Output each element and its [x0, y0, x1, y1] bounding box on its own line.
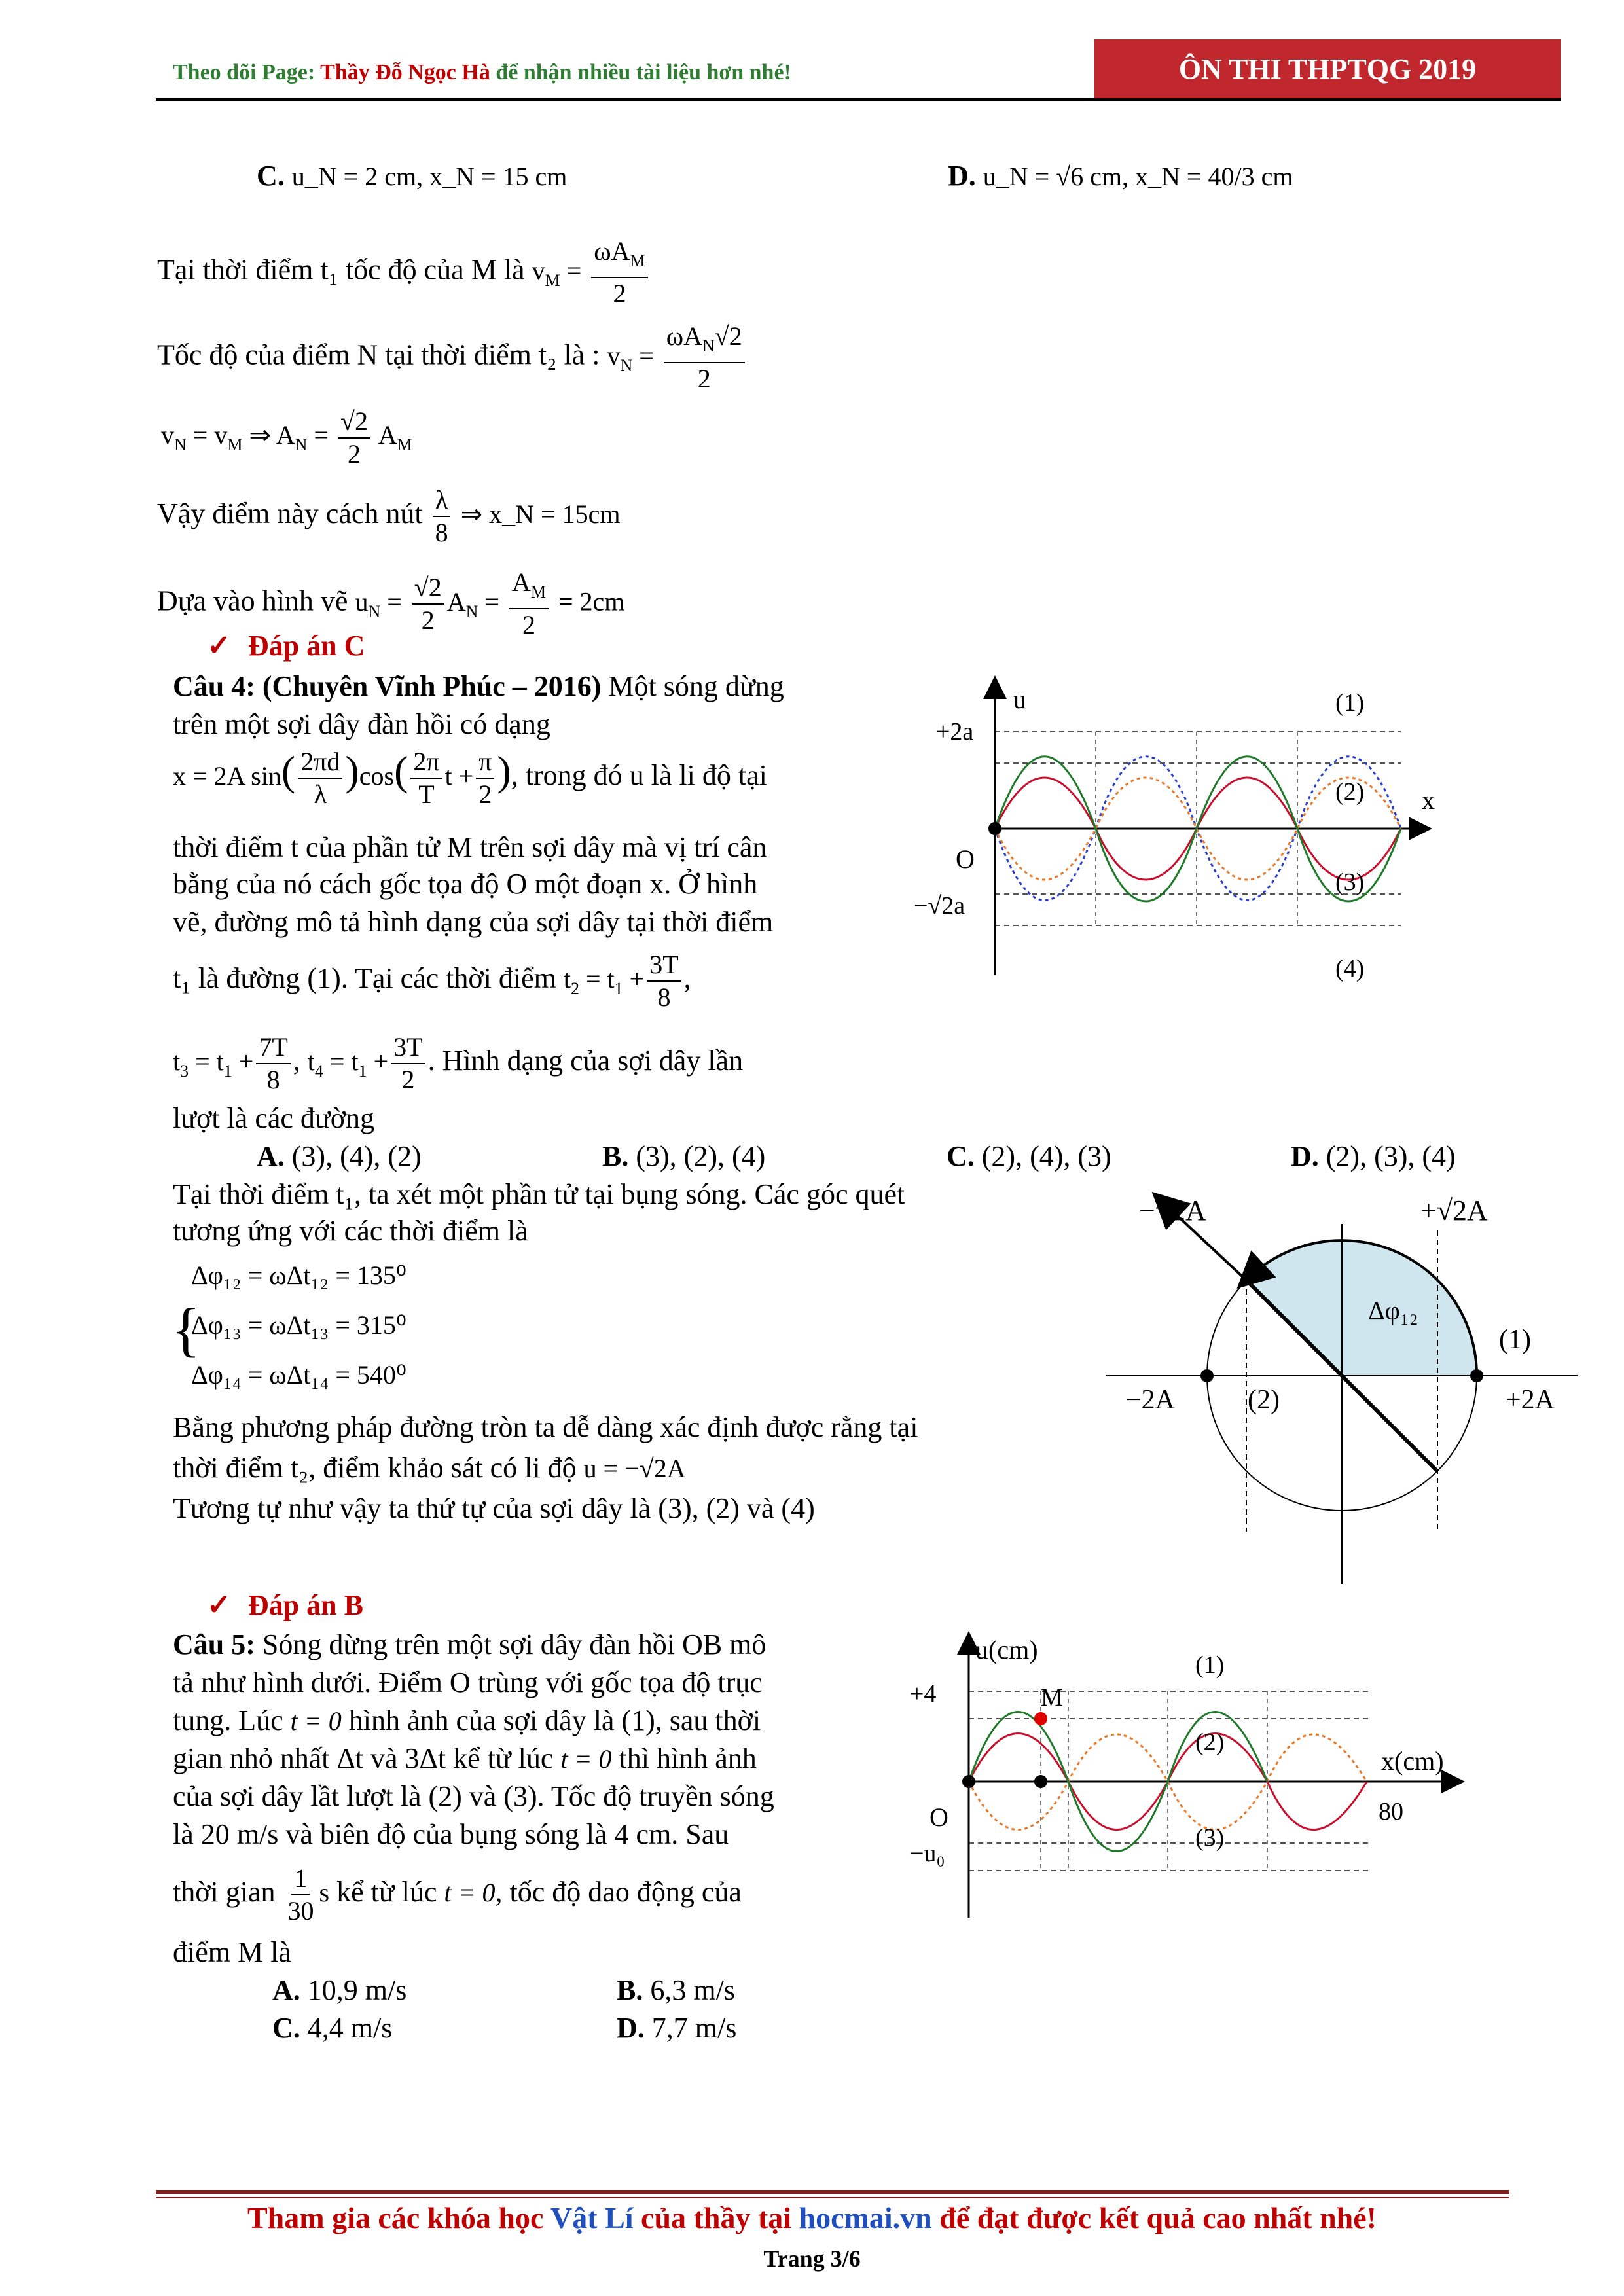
fig4-curve-label-2: (2) [1335, 778, 1365, 806]
q5-line3: tung. Lúc t = 0 hình ảnh của sợi dây là (1), sau thời [173, 1704, 761, 1736]
q4-sol-line1: Tại thời điểm t₁, ta xét một phần tử tại bụng sóng. Các góc quét [173, 1178, 905, 1210]
q4-line3-formula: x = 2A sin( $\frac{2\pi d}{\lambda}$ )cos( $\frac{2\pi}{T}$ t + $\frac{\pi}{2}$ ), trong đó u là li độ tại [173, 747, 767, 809]
fig4-axis-x: x [1422, 785, 1435, 815]
q4-sol-line3: Bằng phương pháp đường tròn ta dễ dàng xác định được rằng tại [173, 1411, 918, 1443]
fig5-curve-label-3: (3) [1195, 1824, 1225, 1852]
page-number: Trang 3/6 [763, 2246, 861, 2272]
sol3-line1: Tại thời điểm t₁ tốc độ của M là $v_M$ = $\frac{\omega A_M}{2}$ [157, 236, 651, 310]
fig4-curve-label-1: (1) [1335, 689, 1365, 717]
footer-divider-thin [156, 2197, 1509, 2198]
circle-label-neg: −2A [1126, 1385, 1176, 1415]
q4-circle-figure [1106, 1165, 1578, 1584]
fig4-axis-u: u [1013, 685, 1026, 714]
q4-sol-line2: tương ứng với các thời điểm là [173, 1215, 528, 1247]
sol3-line5: Dựa vào hình vẽ $u_N$ = $\frac{√2}{2}$ $A_N$ = $\frac{A_M}{2}$ = 2cm [157, 567, 625, 639]
teacher-name[interactable]: Thầy Đỗ Ngọc Hà [320, 60, 490, 84]
footer-subject: Vật Lí [550, 2201, 634, 2234]
fig5-point-m-label: M [1041, 1684, 1063, 1712]
q4-sol-line5: Tương tự như vậy ta thứ tự của sợi dây là (3), (2) và (4) [173, 1492, 815, 1524]
exam-badge: ÔN THI THPTQG 2019 [1094, 39, 1561, 98]
q5-option-d[interactable]: D. 7,7 m/s [617, 2012, 737, 2044]
q4-sol-eq1: Δφ₁₂ = ωΔt₁₂ = 135⁰ [191, 1261, 406, 1290]
q4-wave-figure [890, 674, 1479, 1014]
fig4-label-bottom: −√2a [914, 892, 965, 920]
q4-line9: lượt là các đường [173, 1102, 375, 1134]
fig5-curve-label-2: (2) [1195, 1729, 1225, 1756]
q5-line5: của sợi dây lầt lượt là (2) và (3). Tốc độ truyền sóng [173, 1780, 774, 1812]
footer-site-link[interactable]: hocmai.vn [799, 2201, 932, 2234]
q4-sol-eq3: Δφ₁₄ = ωΔt₁₄ = 540⁰ [191, 1360, 406, 1390]
q4-sol-eq2: Δφ₁₃ = ωΔt₁₃ = 315⁰ [191, 1310, 406, 1340]
footer-promo: Tham gia các khóa học Vật Lí của thầy tại hocmai.vn để đạt được kết quả cao nhất nhé! [247, 2201, 1377, 2234]
sol3-frac-vm: $\frac{\omega A_M}{2}$ [591, 236, 647, 310]
fig5-curve-label-1: (1) [1195, 1651, 1225, 1679]
q4-sol-line4: thời điểm t₂, điểm khảo sát có li độ u = −√2A [173, 1452, 686, 1484]
q4-line5: bằng của nó cách gốc tọa độ O một đoạn x. Ở hình [173, 868, 758, 900]
fig5-label-top: +4 [910, 1680, 937, 1708]
fig5-label-bottom: −u₀ [910, 1840, 945, 1867]
sol3-line3: $v_N = v_M$ ⇒ $A_N$ = $\frac{√2}{2}$ $A_M$ [161, 406, 412, 469]
check-icon: ✓ [207, 630, 231, 662]
fig4-curve-label-3: (3) [1335, 869, 1365, 896]
q5-line6: là 20 m/s và biên độ của bụng sóng là 4 cm. Sau [173, 1818, 729, 1850]
fig5-axis-x: x(cm) [1381, 1746, 1444, 1776]
q4-option-b[interactable]: B. (3), (2), (4) [602, 1140, 766, 1172]
check-icon: ✓ [207, 1589, 231, 1621]
circle-label-2: (2) [1248, 1385, 1280, 1415]
sol3-line2: Tốc độ của điểm N tại thời điểm t₂ là : $v_N$ = $\frac{\omega A_N√2}{2}$ [157, 321, 748, 395]
fig4-label-top: +2a [936, 718, 974, 745]
fig4-curve-label-4: (4) [1335, 955, 1365, 982]
q5-line2: tả như hình dưới. Điểm O trùng với gốc tọa độ trục [173, 1666, 763, 1698]
q5-option-b[interactable]: B. 6,3 m/s [617, 1974, 735, 2006]
q5-line7: thời gian $\frac{1}{30}$ s kể từ lúc t = 0, tốc độ dao động của [173, 1863, 742, 1926]
header-follow-text: Theo dõi Page: Thầy Đỗ Ngọc Hà để nhận nhiều tài liệu hơn nhé! [173, 60, 791, 84]
q4-line7: t₁ là đường (1). Tại các thời điểm $t_2 = t_1$ + $\frac{3T}{8}$ , [173, 950, 691, 1012]
point-neg-2a [1200, 1369, 1214, 1382]
q4-line8: $t_3 = t_1$ + $\frac{7T}{8}$ , $t_4 = t_1$ + $\frac{3T}{2}$ . Hình dạng của sợi dây lần [173, 1032, 744, 1094]
q4-line1: Câu 4: (Chuyên Vĩnh Phúc – 2016) Một sóng dừng [173, 670, 784, 702]
answer-q3: ✓ Đáp án C [207, 630, 365, 662]
q4-brace: { [171, 1296, 201, 1363]
prev-option-c: C. u_N = 2 cm, x_N = 15 cm [257, 160, 568, 192]
circle-label-pos-sqrt: +√2A [1420, 1194, 1488, 1227]
q5-wave-figure [903, 1630, 1492, 1931]
prev-option-d: D. u_N = √6 cm, x_N = 40/3 cm [948, 160, 1293, 192]
q4-line6: vẽ, đường mô tả hình dạng của sợi dây tại thời điểm [173, 906, 774, 938]
q4-line4: thời điểm t của phần tử M trên sợi dây mà vị trí cân [173, 831, 767, 863]
footer-divider [156, 2190, 1509, 2194]
q5-node-dot [1034, 1775, 1047, 1788]
q4-option-c[interactable]: C. (2), (4), (3) [947, 1140, 1111, 1172]
fig5-axis-u: u(cm) [975, 1635, 1038, 1664]
circle-label-neg-sqrt: −√2A [1139, 1194, 1206, 1227]
circle-label-pos: +2A [1506, 1385, 1555, 1415]
sol3-line4: Vậy điểm này cách nút $\frac{\lambda}{8}$ ⇒ x_N = 15cm [157, 485, 621, 547]
q5-option-a[interactable]: A. 10,9 m/s [272, 1974, 407, 2006]
answer-q4: ✓ Đáp án B [207, 1589, 363, 1621]
fig4-origin: O [956, 844, 975, 874]
q5-point-m [1034, 1712, 1047, 1725]
q5-option-c[interactable]: C. 4,4 m/s [272, 2012, 393, 2044]
fig5-label-x-end: 80 [1379, 1798, 1403, 1825]
header-divider [156, 98, 1561, 101]
q5-line8: điểm M là [173, 1936, 291, 1968]
fig5-origin: O [929, 1803, 948, 1832]
q5-origin-dot [962, 1775, 975, 1788]
sector-delta-phi [1246, 1240, 1477, 1376]
q5-line1: Câu 5: Sóng dừng trên một sợi dây đàn hồi OB mô [173, 1628, 767, 1660]
circle-label-1: (1) [1499, 1325, 1531, 1355]
point-pos-2a [1470, 1369, 1483, 1382]
q4-line2: trên một sợi dây đàn hồi có dạng [173, 708, 550, 740]
origin-dot [988, 822, 1001, 835]
sol3-frac-vn: $\frac{\omega A_N√2}{2}$ [664, 321, 745, 395]
circle-angle-label: Δφ₁₂ [1368, 1296, 1418, 1325]
q4-option-a[interactable]: A. (3), (4), (2) [257, 1140, 422, 1172]
q5-line4: gian nhỏ nhất Δt và 3Δt kể từ lúc t = 0 thì hình ảnh [173, 1742, 757, 1774]
q4-option-d[interactable]: D. (2), (3), (4) [1291, 1140, 1456, 1172]
